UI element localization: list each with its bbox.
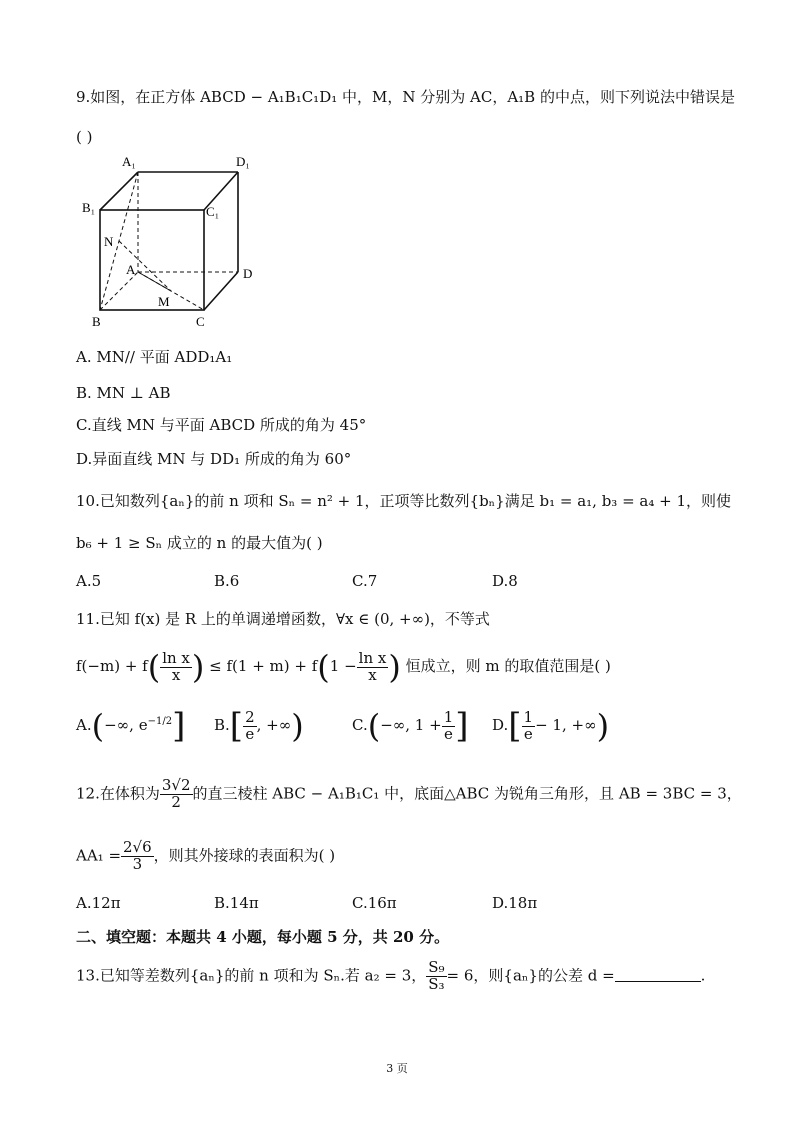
q9-option-b: B. MN ⊥ AB bbox=[76, 384, 171, 402]
answer-blank[interactable] bbox=[615, 967, 701, 982]
section-fill-in-heading: 二、填空题：本题共 4 小题，每小题 5 分，共 20 分。 bbox=[76, 928, 450, 946]
q12-option-c: C.16π bbox=[352, 894, 397, 912]
label-a1: A₁ bbox=[122, 154, 136, 169]
q10-option-b: B.6 bbox=[214, 572, 240, 590]
q11-option-b: B.[ $\frac{2}{e}$ , +∞) bbox=[214, 706, 304, 746]
label-c: C bbox=[196, 314, 205, 329]
q11-option-c: C.(−∞, 1 + $\frac{1}{e}$ ] bbox=[352, 706, 469, 746]
ineq-part-b: ≤ f(1 + m) + f bbox=[209, 657, 318, 676]
q10-line2: b₆ + 1 ≥ Sₙ 成立的 n 的最大值为( ) bbox=[76, 534, 323, 552]
volume-frac: $\frac{3√2}{2}$ bbox=[161, 776, 191, 811]
ineq-part-c: 1 − bbox=[329, 657, 357, 676]
cube-figure bbox=[80, 150, 270, 340]
q9-stem: 9.如图，在正方体 ABCD − A₁B₁C₁D₁ 中，M，N 分别为 AC，A₁B 的中点，则下列说法中错误是 bbox=[76, 88, 735, 106]
ln-frac-1: $\frac{\text{ln x}}{x}$ bbox=[162, 648, 190, 684]
q9-paren: ( ) bbox=[76, 128, 93, 146]
q10-line1: 10.已知数列{aₙ}的前 n 项和 Sₙ = n² + 1，正项等比数列{bₙ}满足 b₁ = a₁, b₃ = a₄ + 1，则使 bbox=[76, 492, 732, 510]
s9-s3-frac: $\frac{\text{S₉}}{\text{S₃}}$ bbox=[428, 958, 445, 993]
ineq-part-a: f(−m) + f bbox=[76, 657, 148, 676]
q9-option-d: D.异面直线 MN 与 DD₁ 所成的角为 60° bbox=[76, 450, 352, 468]
label-d: D bbox=[243, 266, 253, 281]
aa1-frac: $\frac{2√6}{3}$ bbox=[123, 838, 152, 873]
q12-option-d: D.18π bbox=[492, 894, 538, 912]
label-c1: C₁ bbox=[206, 204, 220, 219]
q10-option-d: D.8 bbox=[492, 572, 518, 590]
q10-option-c: C.7 bbox=[352, 572, 378, 590]
q12-line2: AA₁ = $\frac{2√6}{3}$ ，则其外接球的表面积为( ) bbox=[76, 838, 336, 873]
q12-option-b: B.14π bbox=[214, 894, 259, 912]
label-b1: B₁ bbox=[82, 200, 96, 215]
q11-option-a: A.(−∞, $e^{-1/2}$] bbox=[76, 706, 186, 746]
q11-line1: 11.已知 f(x) 是 R 上的单调递增函数，∀x ∈ (0, +∞)，不等式 bbox=[76, 610, 490, 628]
label-d1: D₁ bbox=[236, 154, 250, 169]
label-n: N bbox=[104, 234, 114, 249]
label-b: B bbox=[92, 314, 101, 329]
ln-frac-2: $\frac{\text{ln x}}{x}$ bbox=[358, 648, 387, 684]
q9-option-a: A. MN// 平面 ADD₁A₁ bbox=[76, 348, 233, 366]
label-m: M bbox=[158, 294, 170, 309]
q11-inequality: f(−m) + f( $\frac{\text{ln x}}{x}$ ) ≤ f(1 + m) + f(1 − $\frac{\text{ln x}}{x}$ ) 恒成立，则 m 的取值范围是( ) bbox=[76, 648, 611, 686]
q9-option-c: C.直线 MN 与平面 ABCD 所成的角为 45° bbox=[76, 416, 367, 434]
q12-option-a: A.12π bbox=[76, 894, 121, 912]
page-number: 3 页 bbox=[386, 1062, 408, 1075]
q12-line1: 12.在体积为 $\frac{3√2}{2}$ 的直三棱柱 ABC − A₁B₁C₁ 中，底面△ABC 为锐角三角形，且 AB = 3BC = 3， bbox=[76, 776, 742, 811]
q13-line: 13.已知等差数列{aₙ}的前 n 项和为 Sₙ.若 a₂ = 3， $\frac{\text{S₉}}{\text{S₃}}$ = 6，则{aₙ}的公差 d = . bbox=[76, 958, 706, 993]
ineq-tail: 恒成立，则 m 的取值范围是( ) bbox=[405, 657, 611, 676]
q10-option-a: A.5 bbox=[76, 572, 102, 590]
label-a: A bbox=[126, 262, 136, 277]
q11-option-d: D.[ $\frac{1}{e}$ − 1, +∞) bbox=[492, 706, 610, 746]
